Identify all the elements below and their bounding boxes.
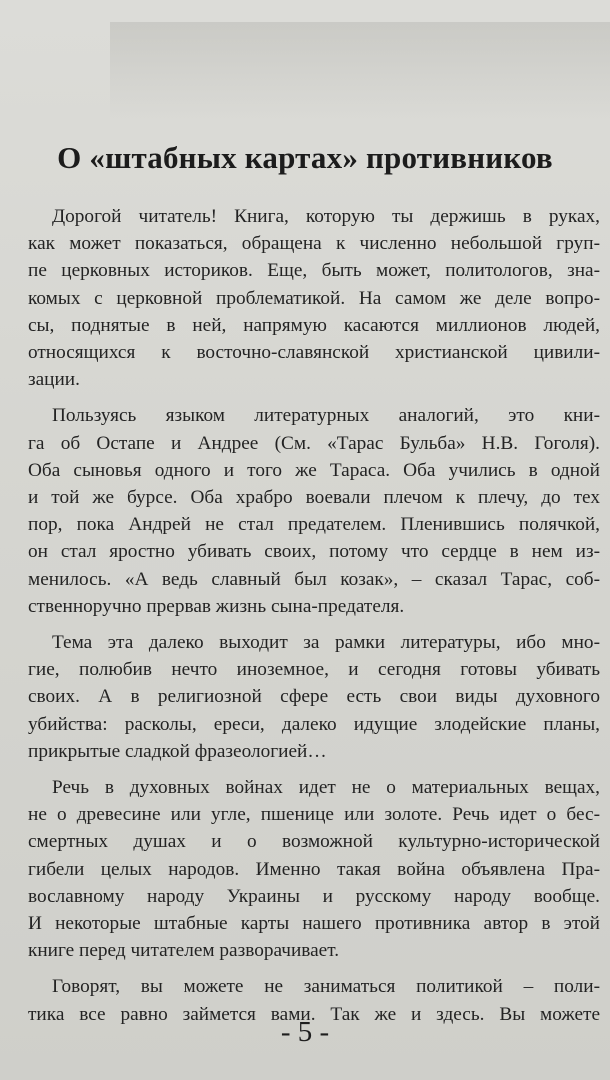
text-line: сы, поднятые в ней, напрямую касаются миллионов людей, xyxy=(28,314,600,336)
text-line: вославному народу Украины и русскому народу вообще. xyxy=(28,885,600,907)
paragraph xyxy=(28,629,600,765)
body-text xyxy=(28,203,600,1037)
text-line: как может показаться, обращена к численно небольшой груп- xyxy=(28,233,600,255)
text-line: гие, полюбив нечто иноземное, и сегодня готовы убивать xyxy=(28,659,600,681)
text-line: тика все равно займется вами. Так же и здесь. Вы можете xyxy=(28,1003,600,1025)
text-line: пор, пока Андрей не стал предателем. Пленившись полячкой, xyxy=(28,514,600,536)
text-line: не о древесине или угле, пшенице или золоте. Речь идет о бес- xyxy=(28,804,600,826)
text-line: убийства: расколы, ереси, далеко идущие злодейские планы, xyxy=(28,713,600,735)
text-line: книге перед читателем разворачивает. xyxy=(28,940,340,962)
text-line: зации. xyxy=(28,369,80,391)
text-line: Тема эта далеко выходит за рамки литературы, ибо мно- xyxy=(52,632,600,654)
text-line: Говорят, вы можете не заниматься политикой – поли- xyxy=(52,976,600,998)
text-line: прикрытые сладкой фразеологией… xyxy=(28,740,327,762)
text-line: своих. А в религиозной сфере есть свои виды духовного xyxy=(28,686,600,708)
text-line: га об Остапе и Андрее (См. «Тарас Бульба» Н.В. Гоголя). xyxy=(28,432,600,454)
text-line: И некоторые штабные карты нашего противника автор в этой xyxy=(28,913,600,935)
text-line: Речь в духовных войнах идет не о материальных вещах, xyxy=(52,777,600,799)
text-line: ственноручно прервав жизнь сына-предателя. xyxy=(28,595,405,617)
text-line: Пользуясь языком литературных аналогий, это кни- xyxy=(52,405,600,427)
text-line: он стал яростно убивать своих, потому что сердце в нем из- xyxy=(28,541,600,563)
show-through-shadow xyxy=(110,22,610,122)
page-number: - 5 - xyxy=(280,1016,330,1048)
text-line: пе церковных историков. Еще, быть может, политологов, зна- xyxy=(28,260,600,282)
text-line: смертных душах и о возможной культурно-исторической xyxy=(28,831,600,853)
text-line: и той же бурсе. Оба храбро воевали плечом к плечу, до тех xyxy=(28,487,600,509)
paragraph xyxy=(28,203,600,393)
paragraph xyxy=(28,774,600,964)
text-line: Дорогой читатель! Книга, которую ты держишь в руках, xyxy=(52,206,600,227)
text-line: менилось. «А ведь славный был козак», – сказал Тарас, соб- xyxy=(28,568,600,590)
paragraph xyxy=(28,402,600,620)
text-line: комых с церковной проблематикой. На самом же деле вопро- xyxy=(28,287,600,309)
text-line: Оба сыновья одного и того же Тараса. Оба учились в одной xyxy=(28,459,600,481)
text-line: гибели целых народов. Именно такая война объявлена Пра- xyxy=(28,858,600,880)
text-line: относящихся к восточно-славянской христианской цивили- xyxy=(28,342,600,364)
chapter-title: О «штабных картах» противников xyxy=(57,140,553,175)
